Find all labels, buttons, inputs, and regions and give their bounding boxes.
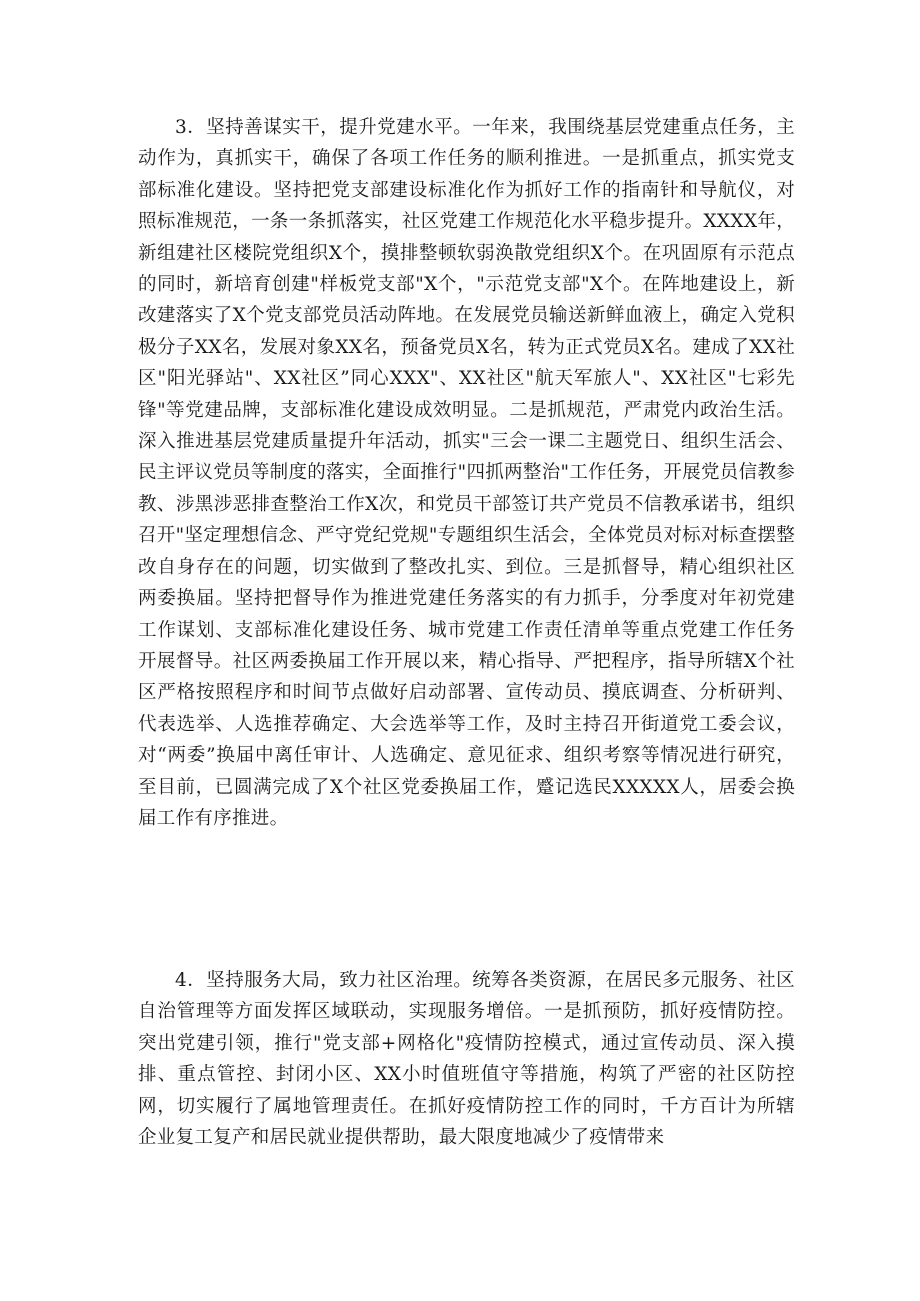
- paragraph-section-3: 3．坚持善谋实干，提升党建水平。一年来，我围绕基层党建重点任务，主动作为，真抓实干，确保了各项工作任务的顺利推进。一是抓重点，抓实党支部标准化建设。坚持把党支部建设标准化作为抓好工作的指南针和导航仪，对照标准规范，一条一条抓落实，社区党建工作规范化水平稳步提升。XXXX年，新组建社区楼院党组织X个，摸排整顿软弱涣散党组织X个。在巩固原有示范点的同时，新培育创建"样板党支部"X个，"示范党支部"X个。在阵地建设上，新改建落实了X个党支部党员活动阵地。在发展党员输送新鲜血液上，确定入党积极分子XX名，发展对象XX名，预备党员X名，转为正式党员X名。建成了XX社区"阳光驿站"、XX社区”同心XXX"、XX社区"航天军旅人"、XX社区"七彩先锋"等党建品牌，支部标准化建设成效明显。二是抓规范，严肃党内政治生活。深入推进基层党建质量提升年活动，抓实"三会一课二主题党日、组织生活会、民主评议党员等制度的落实，全面推行"四抓两整治"工作任务，开展党员信教参教、涉黑涉恶排查整治工作X次，和党员干部签订共产党员不信教承诺书，组织召开"坚定理想信念、严守党纪党规"专题组织生活会，全体党员对标对标查摆整改自身存在的问题，切实做到了整改扎实、到位。三是抓督导，精心组织社区两委换届。坚持把督导作为推进党建任务落实的有力抓手，分季度对年初党建工作谋划、支部标准化建设任务、城市党建工作责任清单等重点党建工作任务开展督导。社区两委换届工作开展以来，精心指导、严把程序，指导所辖X个社区严格按照程序和时间节点做好启动部署、宣传动员、摸底调查、分析研判、代表选举、人选推荐确定、大会选举等工作，及时主持召开街道党工委会议，对“两委”换届中离任审计、人选确定、意见征求、组织考察等情况进行研究，至目前，已圆满完成了X个社区党委换届工作，蹙记选民XXXXX人，居委会换届工作有序推进。: [138, 117, 795, 829]
- paragraph-section-4: 4．坚持服务大局，致力社区治理。统筹各类资源，在居民多元服务、社区自治管理等方面发挥区域联动，实现服务增倍。一是抓预防，抓好疫情防控。突出党建引领，推行"党支部+网格化"疫情防控模式，通过宣传动员、深入摸排、重点管控、封闭小区、XX小时值班值守等措施，构筑了严密的社区防控网，切实履行了属地管理责任。在抓好疫情防控工作的同时，千方百计为所辖企业复工复产和居民就业提供帮助，最大限度地减少了疫情带来: [138, 970, 795, 1149]
